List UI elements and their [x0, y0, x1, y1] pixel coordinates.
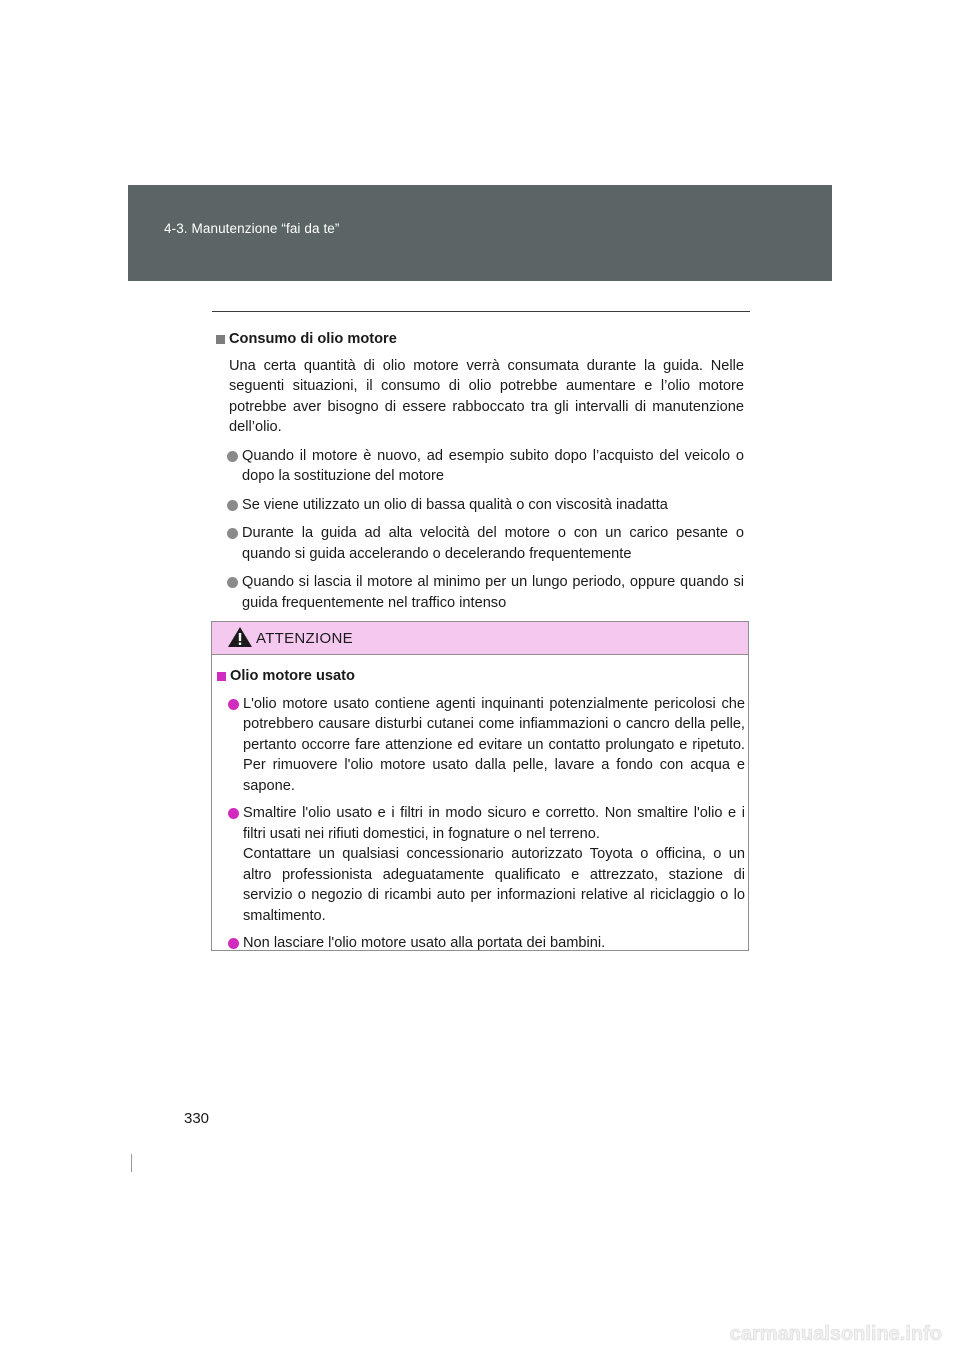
bullet-dot-icon [228, 808, 239, 819]
section-heading [216, 329, 744, 350]
list-item-text: L'olio motore usato contiene agenti inquinanti potenzialmente pericolosi che potrebbero causare disturbi cutanei come infiammazioni o cancro della pelle, pertanto occorre fare attenzione ed evitare un contatto prolungato e ripetuto. Per rimuovere l'olio motore usato dalla pelle, lavare a fondo con acqua e sapone. [243, 695, 745, 794]
list-item [216, 572, 744, 613]
svg-text:carmanualsonline.info: carmanualsonline.info [729, 1323, 942, 1345]
section-header-band [128, 185, 832, 281]
list-item-text: Se viene utilizzato un olio di bassa qualità o con viscosità inadatta [242, 496, 668, 513]
warning-triangle-icon [227, 626, 253, 648]
list-item-text: Smaltire l'olio usato e i filtri in modo sicuro e corretto. Non smaltire l'olio e i filtri usati nei rifiuti domestici, in fognature o nel terreno. [243, 805, 745, 842]
square-bullet-icon [217, 672, 226, 681]
list-item [217, 933, 745, 954]
bullet-dot-icon [227, 528, 238, 539]
section-heading-text: Consumo di olio motore [229, 331, 397, 347]
margin-mark [131, 1154, 132, 1172]
square-bullet-icon [216, 335, 225, 344]
list-item [216, 523, 744, 564]
bullet-dot-icon [228, 938, 239, 949]
list-item [216, 446, 744, 487]
bullet-dot-icon [227, 451, 238, 462]
list-item-text: Contattare un qualsiasi concessionario autorizzato Toyota o officina, o un altro professionista adeguatamente qualificato e attrezzato, stazione di servizio o negozio di ricambi auto per informazioni relative al riciclaggio o lo smaltimento. [243, 846, 745, 924]
list-item [216, 495, 744, 516]
warning-title: ATTENZIONE [256, 630, 353, 647]
list-item [217, 803, 745, 926]
section-intro: Una certa quantità di olio motore verrà consumata durante la guida. Nelle seguenti situazioni, il consumo di olio potrebbe aumentare e l’olio motore potrebbe aver bisogno di essere rabboccato tra gli intervalli di manutenzione dell’olio. [229, 357, 744, 435]
warning-heading [217, 666, 745, 687]
main-content [216, 329, 744, 613]
warning-content [217, 666, 745, 954]
warning-bullet-list [217, 694, 745, 954]
warning-header [212, 622, 748, 655]
list-item-text: Durante la guida ad alta velocità del motore o con un carico pesante o quando si guida accelerando o decelerando frequentemente [242, 525, 744, 562]
section-bullet-list [216, 446, 744, 614]
list-item-text: Non lasciare l'olio motore usato alla portata dei bambini. [243, 935, 606, 951]
watermark-logo [706, 1316, 946, 1350]
page-number: 330 [184, 1110, 210, 1127]
bullet-dot-icon [227, 577, 238, 588]
warning-heading-text: Olio motore usato [230, 668, 355, 684]
bullet-dot-icon [228, 699, 239, 710]
section-title: 4-3. Manutenzione “fai da te” [164, 221, 340, 236]
list-item-text: Quando il motore è nuovo, ad esempio subito dopo l’acquisto del veicolo o dopo la sostituzione del motore [242, 447, 744, 484]
list-item-text: Quando si lascia il motore al minimo per un lungo periodo, oppure quando si guida frequentemente nel traffico intenso [242, 574, 744, 611]
top-divider [212, 311, 750, 312]
warning-box [211, 621, 749, 951]
list-item [217, 694, 745, 797]
bullet-dot-icon [227, 500, 238, 511]
